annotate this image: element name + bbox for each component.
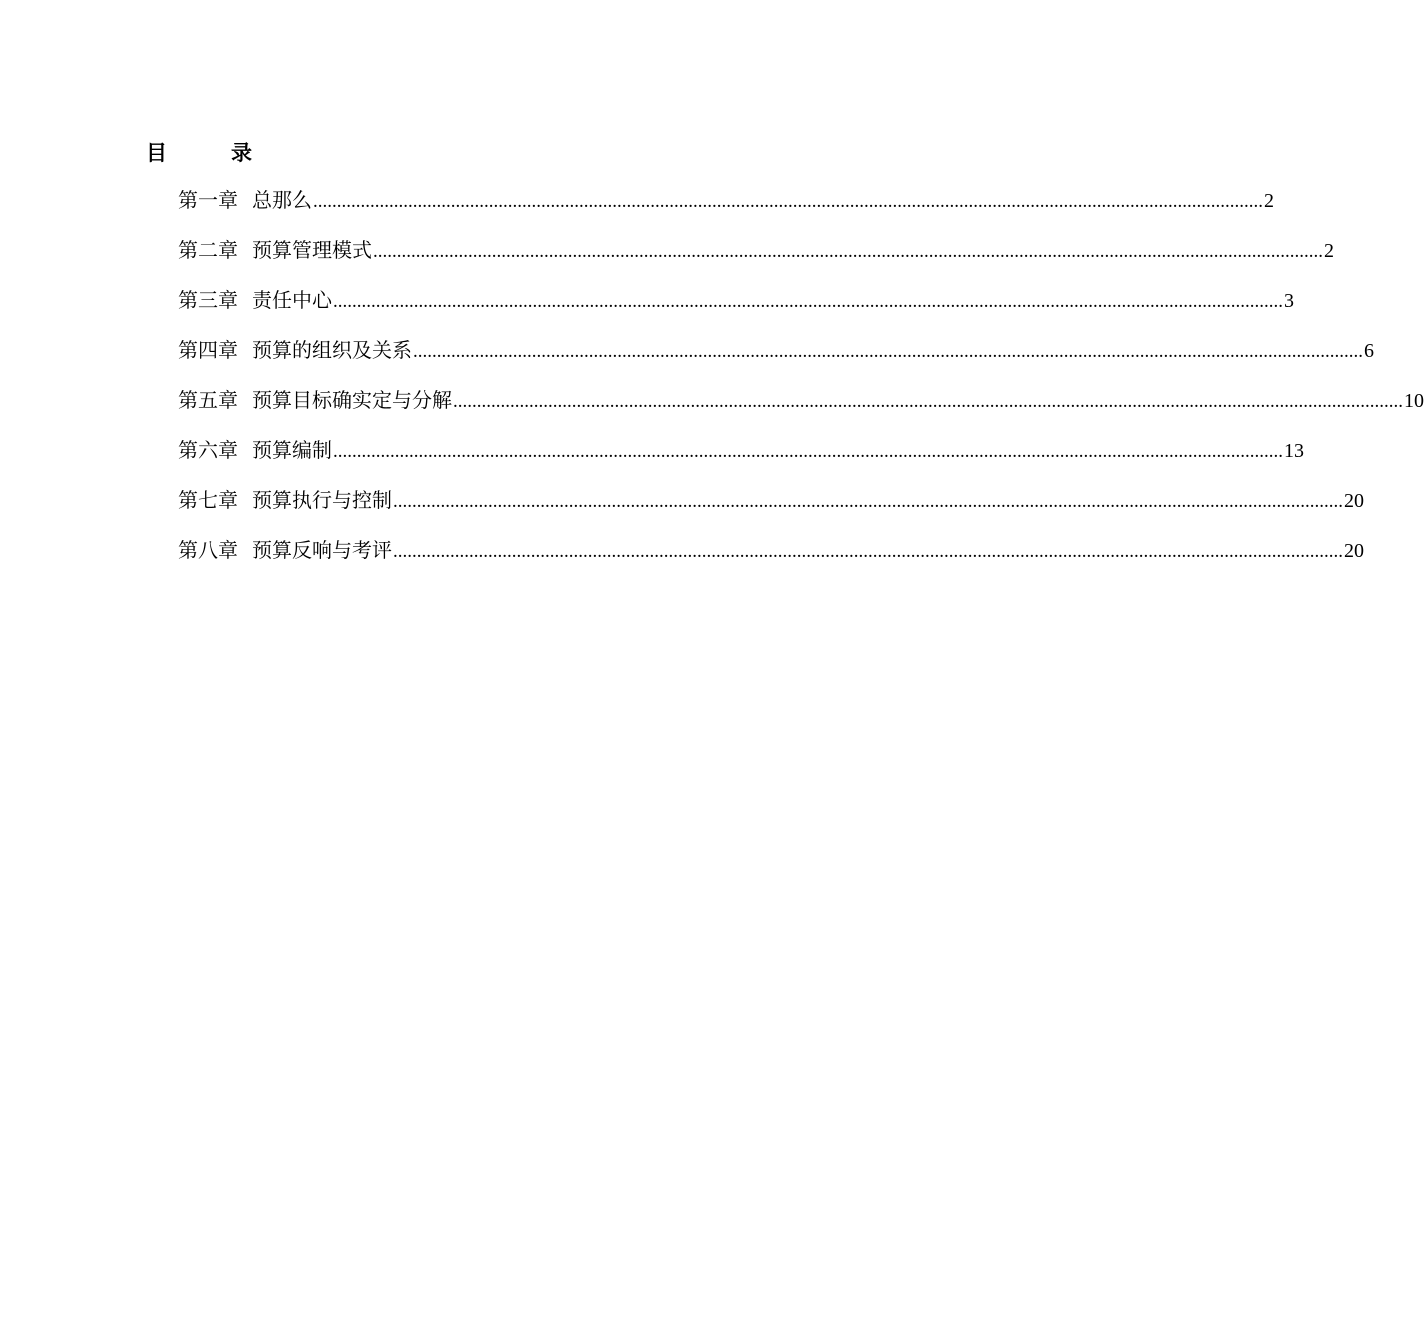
toc-page-number: 6 [1364,340,1374,362]
toc-page-number: 3 [1284,290,1294,312]
toc-chapter-title: 预算执行与控制 [252,488,392,512]
toc-heading [146,137,252,167]
toc-dot-leader: ........................................................................................................................................................................................................ [413,341,1363,362]
toc-page-number: 13 [1284,440,1304,462]
toc-dot-leader: ........................................................................................................................................................................................................ [393,541,1343,562]
toc-page-number: 2 [1324,240,1334,262]
toc-page-number: 20 [1344,540,1364,562]
toc-heading-right: 录 [231,141,252,165]
toc-entry-1[interactable] [178,183,1274,233]
toc-chapter-label: 第一章 [178,188,238,212]
toc-dot-leader: ........................................................................................................................................................................................................ [373,241,1323,262]
toc-list [178,183,1424,583]
toc-dot-leader: ........................................................................................................................................................................................................ [393,491,1343,512]
toc-chapter-label: 第八章 [178,538,238,562]
toc-chapter-title: 总那么 [252,188,312,212]
toc-entry-8[interactable] [178,533,1364,583]
toc-heading-left: 目 [146,141,167,165]
toc-page-number: 2 [1264,190,1274,212]
toc-page-number: 10 [1404,390,1424,412]
toc-dot-leader: ........................................................................................................................................................................................................ [453,391,1403,412]
toc-chapter-label: 第六章 [178,438,238,462]
toc-chapter-title: 责任中心 [252,288,332,312]
toc-chapter-label: 第五章 [178,388,238,412]
toc-entry-2[interactable] [178,233,1334,283]
toc-chapter-label: 第三章 [178,288,238,312]
toc-dot-leader: ........................................................................................................................................................................................................ [313,191,1263,212]
toc-entry-3[interactable] [178,283,1294,333]
toc-chapter-label: 第七章 [178,488,238,512]
toc-dot-leader: ........................................................................................................................................................................................................ [333,291,1283,312]
toc-chapter-title: 预算管理模式 [252,238,372,262]
toc-chapter-label: 第四章 [178,338,238,362]
toc-page-number: 20 [1344,490,1364,512]
toc-chapter-title: 预算编制 [252,438,332,462]
toc-chapter-title: 预算目标确实定与分解 [252,388,452,412]
toc-entry-6[interactable] [178,433,1304,483]
toc-chapter-label: 第二章 [178,238,238,262]
toc-entry-5[interactable] [178,383,1424,433]
toc-dot-leader: ........................................................................................................................................................................................................ [333,441,1283,462]
toc-chapter-title: 预算的组织及关系 [252,338,412,362]
toc-entry-4[interactable] [178,333,1374,383]
toc-chapter-title: 预算反响与考评 [252,538,392,562]
toc-entry-7[interactable] [178,483,1364,533]
